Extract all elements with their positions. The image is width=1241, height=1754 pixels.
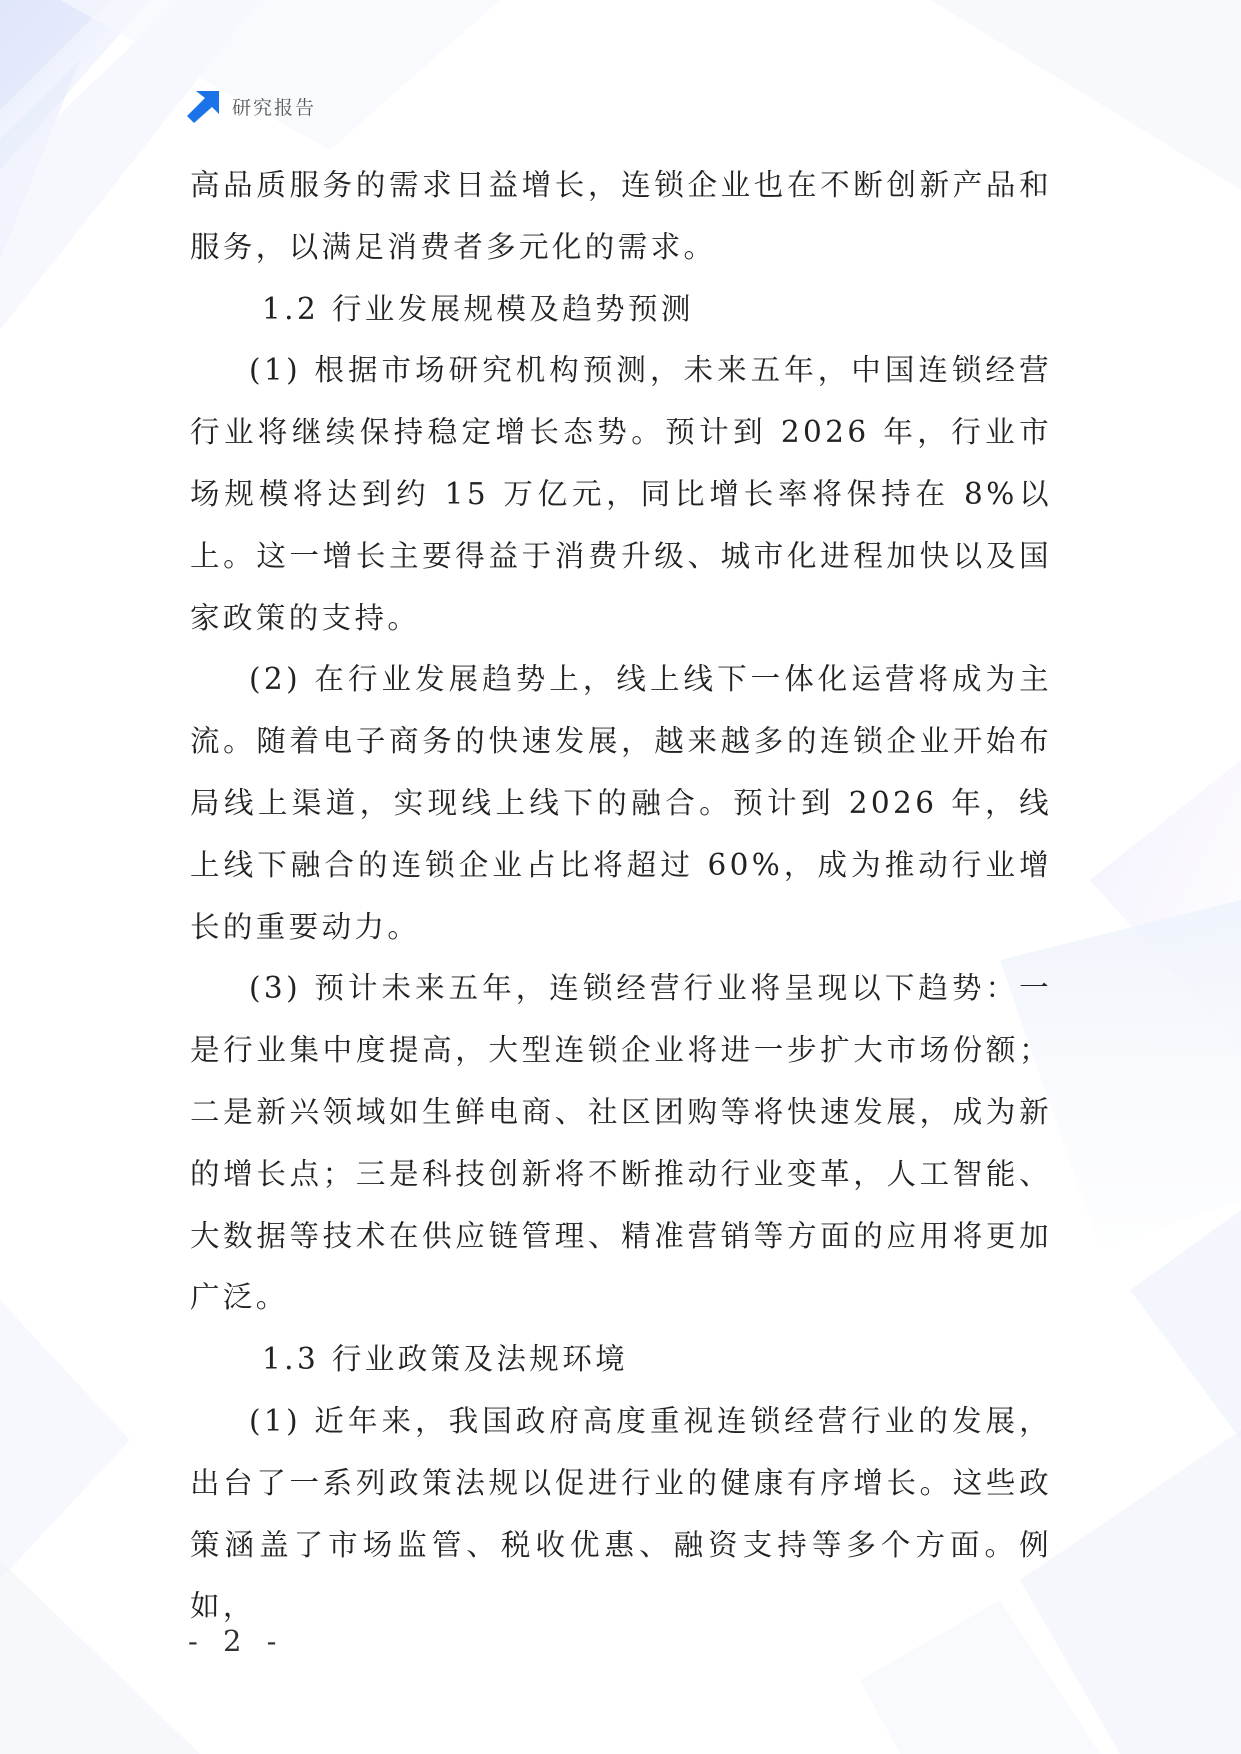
paragraph-continued: 高品质服务的需求日益增长，连锁企业也在不断创新产品和服务，以满足消费者多元化的需求。	[190, 168, 1052, 264]
paragraph-3: (3) 预计未来五年，连锁经营行业将呈现以下趋势：一是行业集中度提高，大型连锁企业将进一步扩大市场份额；二是新兴领域如生鲜电商、社区团购等将快速发展，成为新的增长点；三是科技创新将不断推动行业变革，人工智能、大数据等技术在供应链管理、精准营销等方面的应用将更加广泛。	[190, 971, 1052, 1315]
section-heading-1-3: 1.3 行业政策及法规环境	[262, 1342, 628, 1377]
page-number: - 2 -	[188, 1624, 285, 1658]
paragraph-1: (1) 根据市场研究机构预测，未来五年，中国连锁经营行业将继续保持稳定增长态势。预计到 2026 年，行业市场规模将达到约 15 万亿元，同比增长率将保持在 8%以上。这一增长主要得益于消费升级、城市化进程加快以及国家政策的支持。	[190, 353, 1052, 635]
report-header	[186, 88, 316, 124]
document-body	[190, 155, 1052, 1638]
arrow-up-right-logo-icon	[186, 88, 222, 124]
paragraph-2: (2) 在行业发展趋势上，线上线下一体化运营将成为主流。随着电子商务的快速发展，越来越多的连锁企业开始布局线上渠道，实现线上线下的融合。预计到 2026 年，线上线下融合的连锁企业占比将超过 60%，成为推动行业增长的重要动力。	[190, 662, 1052, 944]
section-heading-1-2: 1.2 行业发展规模及趋势预测	[262, 291, 694, 326]
header-label: 研究报告	[232, 96, 317, 119]
paragraph-4: (1) 近年来，我国政府高度重视连锁经营行业的发展，出台了一系列政策法规以促进行业的健康有序增长。这些政策涵盖了市场监管、税收优惠、融资支持等多个方面。例如，	[190, 1403, 1052, 1624]
